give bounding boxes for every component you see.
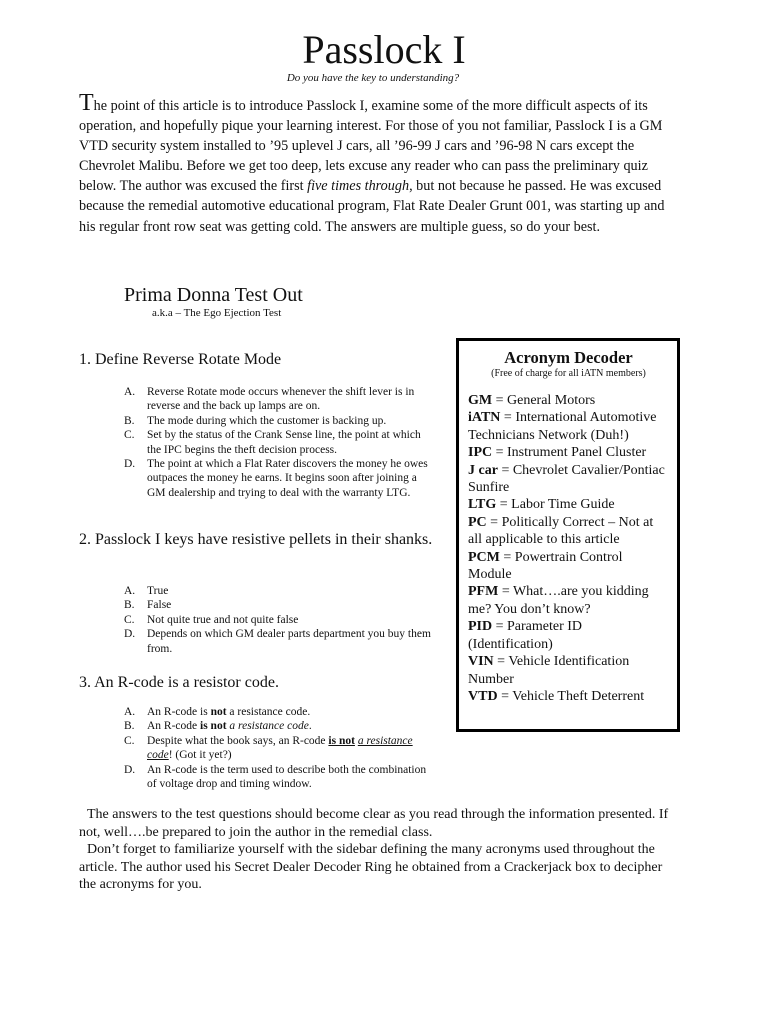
option-2d: D. Depends on which GM dealer parts department you buy them from. (124, 628, 431, 655)
intro-text-2: , but not because he passed. He was excused because the remedial automotive educational program, Flat Rate Dealer Grunt 001, was starting up and his regular front row seat was getting cold. The answers are multiple guess, so do your best. (79, 178, 665, 235)
intro-text-1: he point of this article is to introduce Passlock I, examine some of the more difficult aspects of its operation, and hopefully pique your learning interest. For those of you not familiar, Passlock I is a GM VTD security system installed to ’95 uplevel J cars, all ’96-99 J cars and ’96-98 N cars except the Chevrolet Malibu. Before we get too deep, lets excuse any reader who can pass the preliminary quiz below. The author was excused the first (79, 98, 663, 195)
page-title: Passlock I (302, 27, 466, 72)
option-3b: B. An R-code is not a resistance code. (124, 720, 312, 733)
acronym-entry: iATN = International Automotive Technicians Network (Duh!) (468, 410, 657, 443)
question-3: 3. An R-code is a resistor code. (79, 674, 279, 691)
acronym-entry: LTG = Labor Time Guide (468, 497, 615, 513)
page-subtitle: Do you have the key to understanding? (286, 72, 460, 84)
acronym-entry: PFM = What….are you kidding me? You don’t know? (468, 584, 649, 617)
acronym-entry: PC = Politically Correct – Not at all applicable to this article (468, 514, 654, 548)
outro-section (79, 806, 679, 894)
acronym-entry: VIN = Vehicle Identification Number (468, 654, 630, 687)
sidebar-subtitle: (Free of charge for all iATN members) (491, 368, 646, 379)
acronym-entry: IPC = Instrument Panel Cluster (468, 445, 647, 461)
question-1-options (124, 385, 434, 500)
test-subtitle: a.k.a – The Ego Ejection Test (152, 307, 282, 319)
acronym-entry: PCM = Powertrain Control Module (468, 549, 623, 583)
option-2c: C. Not quite true and not quite false (124, 613, 299, 626)
option-3a: A. An R-code is not a resistance code. (124, 706, 311, 718)
acronym-sidebar (456, 338, 680, 732)
acronym-entry: PID = Parameter ID (Identification) (468, 619, 583, 652)
acronym-entry: VTD = Vehicle Theft Deterrent (468, 688, 645, 704)
intro-paragraph (79, 90, 669, 237)
option-3c: C. Despite what the book says, an R-code is not a resistance code! (Got it yet?) (124, 734, 413, 762)
question-1: 1. Define Reverse Rotate Mode (79, 351, 282, 368)
option-1b: B. The mode during which the customer is backing up. (124, 414, 387, 427)
acronym-entry: GM = General Motors (468, 393, 596, 408)
outro-paragraph-1: The answers to the test questions should become clear as you read through the information presented. If not, well….be prepared to join the author in the remedial class. (79, 807, 669, 840)
option-1d: D. The point at which a Flat Rater discovers the money he owes outpaces the money he earns. It begins soon after joining a GM dealership and trying to deal with the warranty LTG. (124, 458, 428, 499)
test-title: Prima Donna Test Out (124, 284, 303, 306)
intro-dropcap: T (79, 90, 94, 116)
question-3-options (124, 705, 434, 791)
option-1a: A. Reverse Rotate mode occurs whenever the shift lever is in reverse and the back up lamps are on. (124, 386, 415, 413)
question-2: 2. Passlock I keys have resistive pellets in their shanks. (79, 531, 433, 548)
question-2-options (124, 584, 434, 656)
option-3d: D. An R-code is the term used to describe both the combination of voltage drop and timing window. (124, 763, 427, 791)
option-2a: A. True (124, 585, 169, 597)
intro-italic: five times through (307, 178, 410, 195)
sidebar-title: Acronym Decoder (504, 348, 633, 367)
option-2b: B. False (124, 599, 172, 612)
acronym-entry: J car = Chevrolet Cavalier/Pontiac Sunfire (468, 462, 665, 496)
option-1c: C. Set by the status of the Crank Sense line, the point at which the IPC begins the theft decision process. (124, 429, 421, 456)
outro-paragraph-2: Don’t forget to familiarize yourself with the sidebar defining the many acronyms used throughout the article. The author used his Secret Dealer Decoder Ring he obtained from a Crackerjack box to decipher the acronyms for you. (79, 842, 663, 892)
